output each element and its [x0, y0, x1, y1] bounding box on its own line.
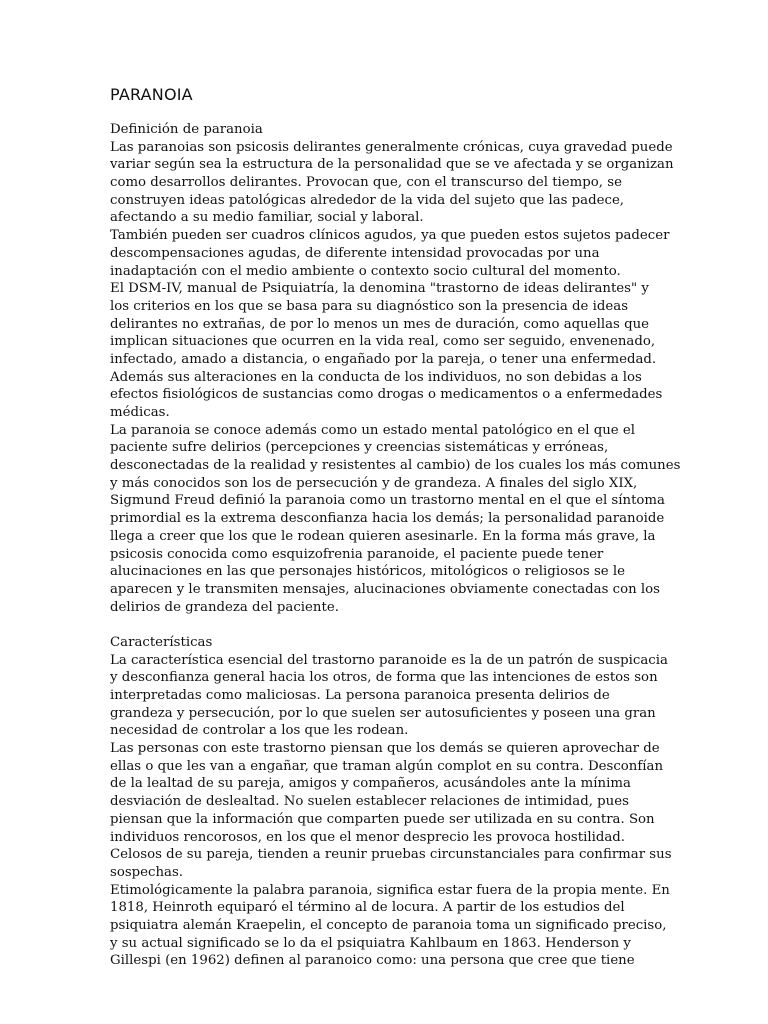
text-line: de la lealtad de su pareja, amigos y compañeros, acusándoles ante la mínima — [110, 776, 631, 792]
text-line: Gillespi (en 1962) definen al paranoico como: una persona que cree que tiene — [110, 953, 635, 969]
text-line: Celosos de su pareja, tienden a reunir pruebas circunstanciales para confirmar sus — [110, 847, 672, 863]
text-line: construyen ideas patológicas alrededor de la vida del sujeto que las padece, — [110, 192, 625, 208]
section-heading-characteristics: Características — [110, 634, 213, 650]
paragraph-gap — [110, 616, 670, 634]
text-line: sospechas. — [110, 864, 184, 880]
text-line: variar según sea la estructura de la personalidad que se ve afectada y se organizan — [110, 157, 674, 173]
text-line: El DSM-IV, manual de Psiquiatría, la denomina "trastorno de ideas delirantes" y — [110, 281, 649, 297]
text-line: psiquiatra alemán Kraepelin, el concepto de paranoia toma un significado preciso, — [110, 917, 667, 933]
text-line: individuos rencorosos, en los que el menor desprecio les provoca hostilidad. — [110, 829, 626, 845]
text-line: Etimológicamente la palabra paranoia, significa estar fuera de la propia mente. En — [110, 882, 670, 898]
text-line: ellas o que les van a engañar, que traman algún complot en su contra. Desconfían — [110, 758, 664, 774]
text-line: También pueden ser cuadros clínicos agudos, ya que pueden estos sujetos padecer — [110, 228, 670, 244]
document-body — [110, 121, 681, 970]
text-line: afectando a su medio familiar, social y laboral. — [110, 210, 424, 226]
text-line: como desarrollos delirantes. Provocan que, con el transcurso del tiempo, se — [110, 175, 622, 191]
text-line: psicosis conocida como esquizofrenia paranoide, el paciente puede tener — [110, 546, 604, 562]
text-line: y su actual significado se lo da el psiquiatra Kahlbaum en 1863. Henderson y — [110, 935, 631, 951]
page-title: PARANOIA — [110, 85, 193, 104]
text-line: los criterios en los que se basa para su diagnóstico son la presencia de ideas — [110, 298, 629, 314]
text-line: aparecen y le transmiten mensajes, alucinaciones obviamente conectadas con los — [110, 581, 660, 597]
section-heading-definition: Definición de paranoia — [110, 122, 263, 137]
text-line: Las paranoias son psicosis delirantes generalmente crónicas, cuya gravedad puede — [110, 139, 673, 155]
text-line: Sigmund Freud definió la paranoia como un trastorno mental en el que el síntoma — [110, 493, 665, 509]
text-line: delirantes no extrañas, de por lo menos un mes de duración, como aquellas que — [110, 316, 650, 332]
text-line: llega a creer que los que le rodean quieren asesinarle. En la forma más grave, la — [110, 528, 656, 544]
text-line: y más conocidos son los de persecución y de grandeza. A finales del siglo XIX, — [110, 475, 638, 491]
text-line: y desconfianza general hacia los otros, de forma que las intenciones de estos son — [110, 670, 658, 686]
text-line: efectos fisiológicos de sustancias como drogas o medicamentos o a enfermedades — [110, 387, 663, 403]
section-definition-text — [110, 139, 681, 617]
text-line: La característica esencial del trastorno paranoide es la de un patrón de suspicacia — [110, 652, 668, 668]
text-line: necesidad de controlar a los que les rodean. — [110, 723, 409, 739]
text-line: delirios de grandeza del paciente. — [110, 599, 339, 615]
text-line: piensan que la información que comparten puede ser utilizada en su contra. Son — [110, 811, 655, 827]
text-line: interpretadas como maliciosas. La persona paranoica presenta delirios de — [110, 688, 610, 703]
text-line: médicas. — [110, 405, 170, 420]
text-line: infectado, amado a distancia, o engañado por la pareja, o tener una enfermedad. — [110, 351, 657, 367]
text-line: implican situaciones que ocurren en la vida real, como ser seguido, envenenado, — [110, 334, 656, 350]
text-line: Además sus alteraciones en la conducta de los individuos, no son debidas a los — [110, 369, 642, 385]
section-characteristics-text — [110, 652, 670, 970]
text-line: La paranoia se conoce además como un estado mental patológico en el que el — [110, 422, 635, 438]
text-line: 1818, Heinroth equiparó el término al de locura. A partir de los estudios del — [110, 900, 625, 916]
text-line: grandeza y persecución, por lo que suelen ser autosuficientes y poseen una gran — [110, 705, 656, 721]
text-line: paciente sufre delirios (percepciones y creencias sistemáticas y erróneas, — [110, 440, 609, 456]
text-line: inadaptación con el medio ambiente o contexto socio cultural del momento. — [110, 263, 621, 279]
text-line: primordial es la extrema desconfianza hacia los demás; la personalidad paranoide — [110, 511, 665, 527]
text-line: Las personas con este trastorno piensan que los demás se quieren aprovechar de — [110, 741, 660, 757]
text-line: desconectadas de la realidad y resistentes al cambio) de los cuales los más comunes — [110, 458, 681, 474]
text-line: alucinaciones en las que personajes históricos, mitológicos o religiosos se le — [110, 564, 626, 580]
text-line: descompensaciones agudas, de diferente intensidad provocadas por una — [110, 245, 600, 261]
text-line: desviación de deslealtad. No suelen establecer relaciones de intimidad, pues — [110, 794, 629, 810]
